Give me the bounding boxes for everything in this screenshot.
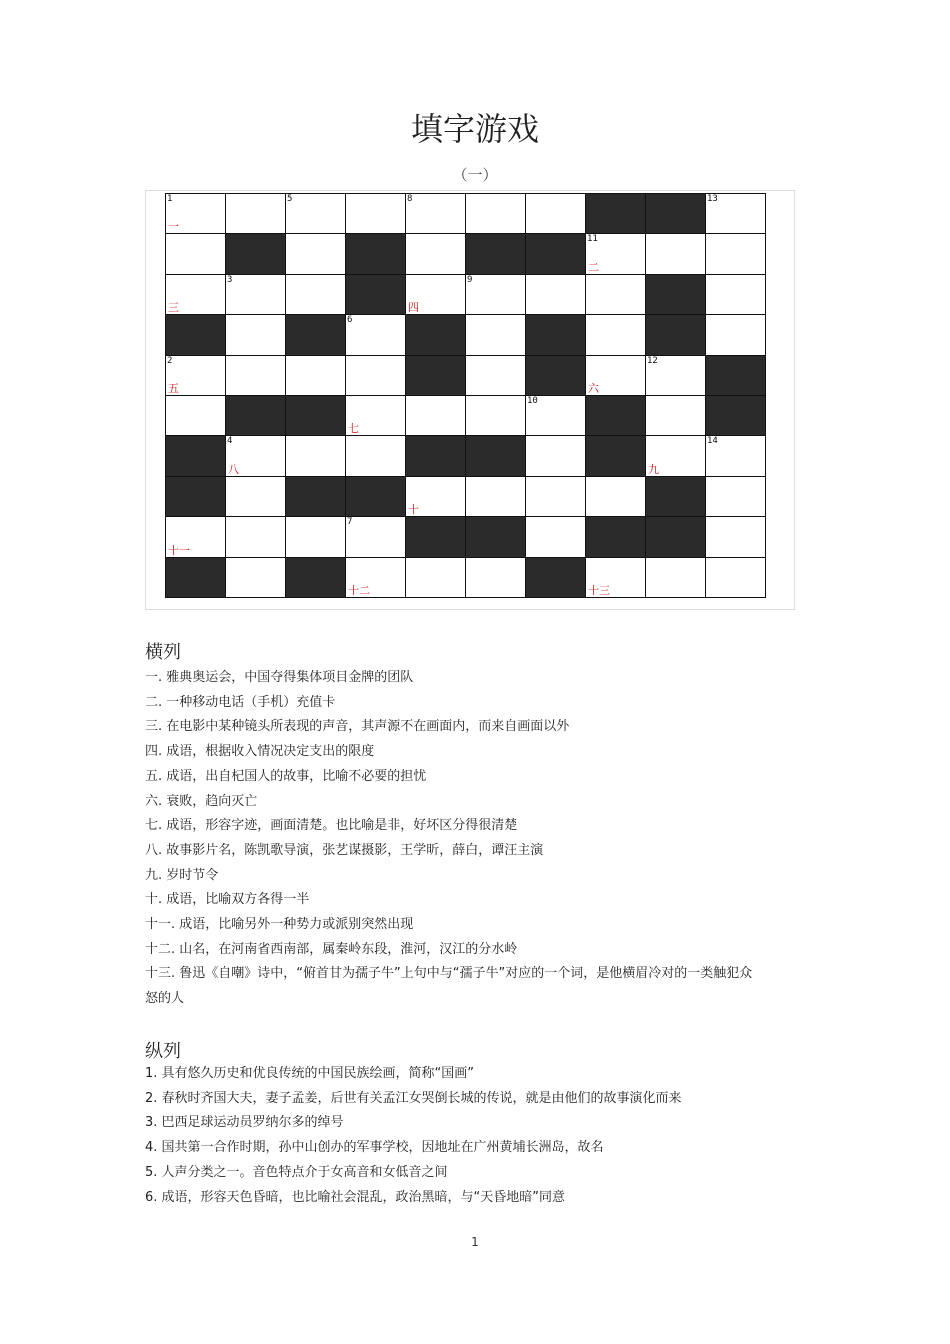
crossword-black-cell [226, 396, 286, 436]
crossword-black-cell [646, 517, 706, 557]
crossword-cell[interactable] [646, 356, 706, 396]
crossword-black-cell [646, 194, 706, 234]
crossword-cell[interactable] [166, 396, 226, 436]
crossword-cell[interactable] [166, 275, 226, 315]
clue-number: 10 [527, 396, 538, 406]
crossword-cell[interactable] [526, 275, 586, 315]
crossword-black-cell [166, 315, 226, 355]
crossword-cell[interactable] [706, 517, 766, 557]
across-clue: 十一. 成语，比喻另外一种势力或派别突然出现 [145, 917, 414, 933]
crossword-cell[interactable] [706, 234, 766, 274]
clue-number: 7 [347, 517, 353, 528]
crossword-cell[interactable] [346, 356, 406, 396]
crossword-cell[interactable] [286, 356, 346, 396]
across-clue: 九. 岁时节令 [145, 867, 219, 883]
crossword-cell[interactable] [646, 234, 706, 274]
crossword-black-cell [586, 396, 646, 436]
crossword-black-cell [646, 477, 706, 517]
down-clue: 6. 成语，形容天色昏暗，也比喻社会混乱，政治黑暗，与“天昏地暗”同意 [145, 1189, 566, 1205]
across-marker: 五 [168, 382, 179, 395]
crossword-cell[interactable] [406, 234, 466, 274]
crossword-black-cell [406, 517, 466, 557]
crossword-black-cell [526, 234, 586, 274]
crossword-cell[interactable] [226, 356, 286, 396]
crossword-cell[interactable] [286, 194, 346, 234]
crossword-cell[interactable] [526, 436, 586, 476]
crossword-cell[interactable] [646, 436, 706, 476]
crossword-cell[interactable] [646, 396, 706, 436]
page-number: 1 [471, 1235, 479, 1249]
crossword-cell[interactable] [526, 194, 586, 234]
across-marker: 六 [588, 382, 599, 395]
across-clue: 三. 在电影中某种镜头所表现的声音，其声源不在画面内，而来自画面以外 [145, 719, 570, 735]
crossword-cell[interactable] [346, 558, 406, 598]
clue-number: 4 [227, 436, 233, 447]
crossword-black-cell [286, 396, 346, 436]
crossword-black-cell [706, 356, 766, 396]
crossword-black-cell [646, 315, 706, 355]
crossword-cell[interactable] [466, 558, 526, 598]
crossword-cell[interactable] [466, 315, 526, 355]
crossword-cell[interactable] [346, 315, 406, 355]
crossword-cell[interactable] [706, 194, 766, 234]
crossword-cell[interactable] [226, 477, 286, 517]
across-marker: 二 [588, 260, 599, 274]
across-marker: 四 [408, 301, 419, 315]
across-clue: 五. 成语，出自杞国人的故事，比喻不必要的担忧 [145, 768, 427, 784]
across-marker: 十二 [348, 584, 370, 597]
across-clue: 二. 一种移动电话（手机）充值卡 [145, 694, 336, 710]
clue-number: 6 [347, 315, 353, 326]
crossword-cell[interactable] [166, 194, 226, 234]
across-clue: 怒的人 [145, 991, 185, 1007]
crossword-cell[interactable] [406, 194, 466, 234]
crossword-cell[interactable] [706, 436, 766, 476]
crossword-black-cell [406, 356, 466, 396]
crossword-black-cell [406, 436, 466, 476]
crossword-black-cell [286, 477, 346, 517]
across-marker: 十三 [588, 584, 610, 597]
crossword-cell[interactable] [226, 315, 286, 355]
crossword-black-cell [346, 275, 406, 315]
crossword-cell[interactable] [226, 275, 286, 315]
across-marker: 十 [408, 503, 419, 517]
crossword-black-cell [286, 315, 346, 355]
clue-number: 13 [707, 194, 718, 204]
clue-number: 9 [467, 274, 473, 285]
across-marker: 一 [168, 220, 179, 234]
down-heading: 纵列 [145, 1041, 181, 1062]
crossword-cell[interactable] [346, 436, 406, 476]
crossword-cell[interactable] [586, 315, 646, 355]
crossword-cell[interactable] [226, 517, 286, 557]
crossword-black-cell [406, 315, 466, 355]
crossword-cell[interactable] [586, 356, 646, 396]
crossword-black-cell [226, 234, 286, 274]
crossword-black-cell [466, 517, 526, 557]
crossword-black-cell [526, 356, 586, 396]
across-clue-list [145, 666, 815, 1012]
crossword-cell[interactable] [526, 477, 586, 517]
crossword-black-cell [706, 396, 766, 436]
across-clue: 十三. 鲁迅《自嘲》诗中，“俯首甘为孺子牛”上句中与“孺子牛”对应的一个词，是他横眉冷对的一类触犯众 [145, 966, 753, 982]
crossword-black-cell [586, 194, 646, 234]
down-clue-list [145, 1062, 815, 1210]
crossword-black-cell [586, 517, 646, 557]
crossword-cell[interactable] [346, 517, 406, 557]
crossword-black-cell [286, 558, 346, 598]
crossword-cell[interactable] [526, 517, 586, 557]
crossword-black-cell [166, 558, 226, 598]
crossword-cell[interactable] [586, 558, 646, 598]
across-marker: 十一 [168, 543, 190, 557]
crossword-cell[interactable] [706, 558, 766, 598]
across-marker: 三 [168, 301, 179, 315]
page-subtitle: （一） [452, 166, 498, 184]
across-clue: 一. 雅典奥运会，中国夺得集体项目金牌的团队 [145, 670, 414, 685]
across-marker: 九 [648, 462, 659, 476]
crossword-black-cell [466, 234, 526, 274]
across-marker: 八 [228, 462, 239, 476]
crossword-black-cell [346, 477, 406, 517]
crossword-cell[interactable] [466, 396, 526, 436]
crossword-cell[interactable] [406, 396, 466, 436]
across-clue: 四. 成语，根据收入情况决定支出的限度 [145, 744, 375, 760]
clue-number: 2 [167, 355, 173, 366]
across-clue: 十. 成语，比喻双方各得一半 [145, 892, 310, 908]
crossword-cell[interactable] [586, 275, 646, 315]
clue-number: 11 [587, 234, 598, 245]
crossword-cell[interactable] [286, 234, 346, 274]
crossword-cell[interactable] [466, 275, 526, 315]
crossword-cell[interactable] [406, 558, 466, 598]
crossword-black-cell [466, 436, 526, 476]
crossword-cell[interactable] [466, 477, 526, 517]
crossword-cell[interactable] [466, 356, 526, 396]
crossword-cell[interactable] [466, 194, 526, 234]
crossword-cell[interactable] [166, 517, 226, 557]
crossword-cell[interactable] [226, 436, 286, 476]
clue-number: 8 [407, 194, 413, 204]
crossword-cell[interactable] [286, 436, 346, 476]
across-marker: 七 [348, 422, 359, 436]
crossword-grid [165, 193, 766, 598]
page-title: 填字游戏 [410, 110, 539, 148]
across-clue: 十二. 山名，在河南省西南部，属秦岭东段，淮河，汉江的分水岭 [145, 941, 518, 957]
crossword-cell[interactable] [346, 194, 406, 234]
crossword-cell[interactable] [706, 477, 766, 517]
down-clue: 4. 国共第一合作时期，孙中山创办的军事学校，因地址在广州黄埔长洲岛，故名 [145, 1140, 604, 1156]
clue-number: 3 [227, 274, 233, 285]
crossword-cell[interactable] [346, 396, 406, 436]
crossword-cell[interactable] [646, 558, 706, 598]
clue-number: 14 [707, 436, 718, 447]
crossword-black-cell [526, 558, 586, 598]
crossword-cell[interactable] [286, 275, 346, 315]
crossword-cell[interactable] [286, 517, 346, 557]
crossword-cell[interactable] [526, 396, 586, 436]
crossword-black-cell [166, 436, 226, 476]
crossword-cell[interactable] [226, 558, 286, 598]
across-heading: 横列 [145, 642, 181, 663]
down-clue: 3. 巴西足球运动员罗纳尔多的绰号 [145, 1115, 344, 1131]
across-clue: 六. 衰败，趋向灭亡 [145, 793, 258, 809]
crossword-cell[interactable] [586, 477, 646, 517]
clue-number: 1 [167, 194, 173, 204]
down-clue: 1. 具有悠久历史和优良传统的中国民族绘画，简称“国画” [145, 1066, 475, 1081]
down-clue: 5. 人声分类之一。音色特点介于女高音和女低音之间 [145, 1164, 448, 1180]
across-clue: 七. 成语，形容字迹，画面清楚。也比喻是非，好坏区分得很清楚 [145, 818, 518, 834]
crossword-cell[interactable] [166, 356, 226, 396]
crossword-cell[interactable] [166, 234, 226, 274]
across-clue: 八. 故事影片名，陈凯歌导演，张艺谋摄影，王学昕，薛白，谭汪主演 [145, 842, 544, 858]
crossword-black-cell [526, 315, 586, 355]
crossword-black-cell [646, 275, 706, 315]
crossword-cell[interactable] [706, 275, 766, 315]
crossword-cell[interactable] [406, 275, 466, 315]
clue-number: 5 [287, 194, 293, 204]
down-clue: 2. 春秋时齐国大夫，妻子孟姜，后世有关孟江女哭倒长城的传说，就是由他们的故事演化而来 [145, 1090, 682, 1106]
crossword-cell[interactable] [706, 315, 766, 355]
clue-number: 12 [647, 355, 658, 366]
crossword-cell[interactable] [226, 194, 286, 234]
crossword-black-cell [586, 436, 646, 476]
crossword-black-cell [166, 477, 226, 517]
crossword-cell[interactable] [586, 234, 646, 274]
crossword-cell[interactable] [406, 477, 466, 517]
crossword-black-cell [346, 234, 406, 274]
